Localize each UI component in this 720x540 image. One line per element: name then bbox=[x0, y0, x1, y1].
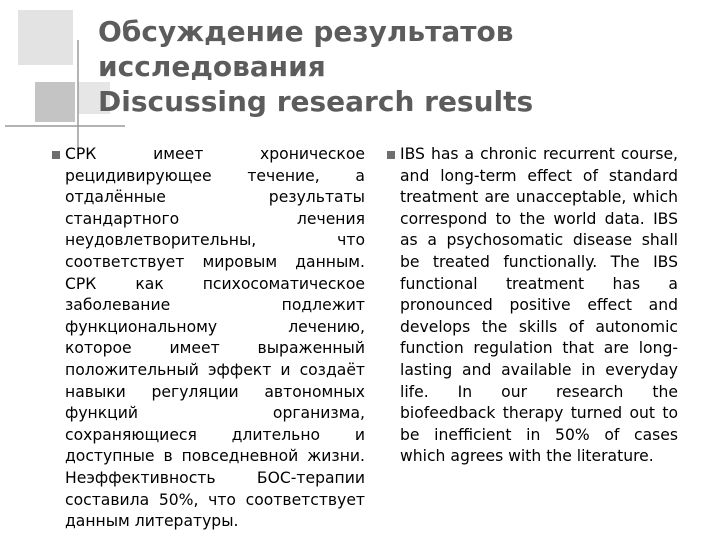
deco-square-top bbox=[18, 10, 73, 65]
title-line-ru-1: Обсуждение результатов bbox=[98, 15, 514, 48]
slide-title bbox=[98, 14, 698, 119]
deco-square-mid bbox=[35, 82, 75, 122]
russian-text-column: СРК имеет хроническое рецидивирующее течение, а отдалённые результаты стандартного лечения неудовлетворительны, что соответствует мировым данным. СРК как психосоматическое заболевание подлежит функциональному лечению, которое имеет выраженный положительный эффект и создаёт навыки регуляции автономных функций организма, сохраняющиеся длительно и доступные в повседневной жизни. Неэффективность БОС-терапии составила 50%, что соответствует данным литературы. bbox=[65, 145, 365, 531]
title-line-en: Discussing research results bbox=[98, 85, 534, 118]
bullet-right bbox=[387, 151, 395, 159]
title-line-ru-2: исследования bbox=[98, 50, 326, 83]
bullet-left bbox=[52, 151, 60, 159]
english-text-column: IBS has a chronic recurrent course, and long-term effect of standard treatment are unacceptable, which correspond to the world data. IBS as a psychosomatic disease shall be treated functionally. The IBS functional treatment has a pronounced positive effect and develops the skills of autonomic function regulation that are long-lasting and available in everyday life. In our research the biofeedback therapy turned out to be inefficient in 50% of cases which agrees with the literature. bbox=[400, 145, 678, 466]
